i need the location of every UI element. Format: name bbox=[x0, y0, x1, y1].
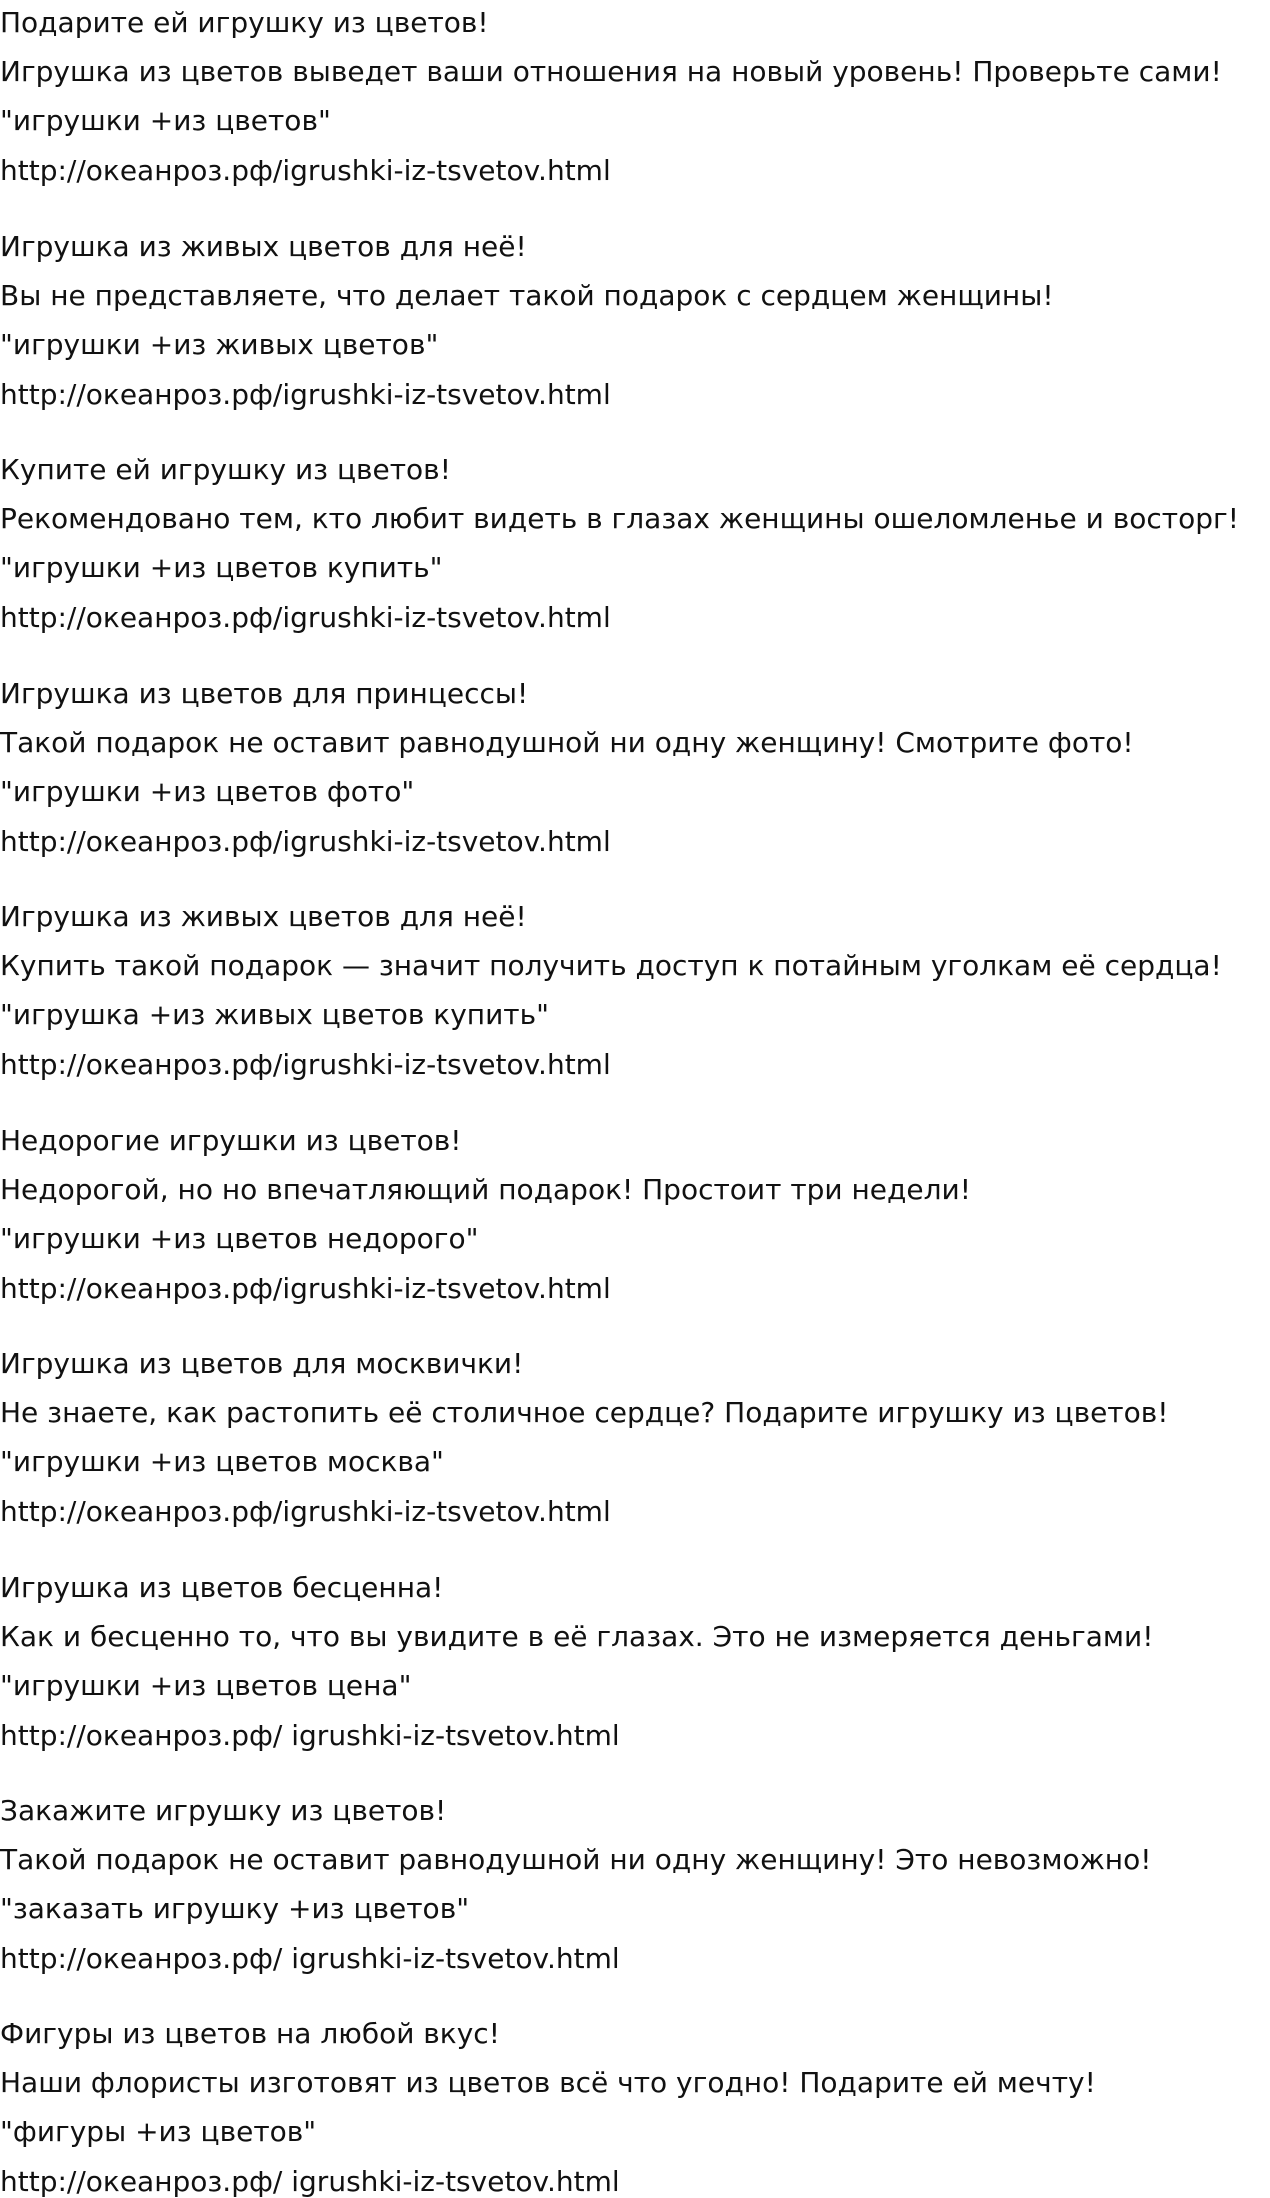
ad-text: Недорогой, но но впечатляющий подарок! Простоит три недели! bbox=[0, 1173, 971, 1206]
ad-url: http://океанроз.рф/ igrushki-iz-tsvetov.html bbox=[0, 1942, 620, 1975]
ad-headline: Игрушка из цветов для москвички! bbox=[0, 1347, 524, 1380]
ad-text: Купить такой подарок — значит получить доступ к потайным уголкам её сердца! bbox=[0, 949, 1222, 982]
ad-headline: Купите ей игрушку из цветов! bbox=[0, 453, 451, 486]
ad-headline: Игрушка из живых цветов для неё! bbox=[0, 900, 527, 933]
ad-headline: Игрушка из цветов бесценна! bbox=[0, 1571, 444, 1604]
ad-keyword: "игрушки +из цветов фото" bbox=[0, 775, 415, 808]
ad-url: http://океанроз.рф/igrushki-iz-tsvetov.html bbox=[0, 378, 611, 411]
ad-headline: Недорогие игрушки из цветов! bbox=[0, 1124, 462, 1157]
ad-url: http://океанроз.рф/ igrushki-iz-tsvetov.html bbox=[0, 1719, 620, 1752]
ad-url: http://океанроз.рф/igrushki-iz-tsvetov.html bbox=[0, 1272, 611, 1305]
ad-keyword: "игрушки +из живых цветов" bbox=[0, 328, 439, 361]
ad-keyword: "игрушки +из цветов москва" bbox=[0, 1445, 444, 1478]
ad-headline: Подарите ей игрушку из цветов! bbox=[0, 6, 489, 39]
ad-keyword: "игрушка +из живых цветов купить" bbox=[0, 998, 549, 1031]
ad-headline: Фигуры из цветов на любой вкус! bbox=[0, 2017, 500, 2050]
ad-keyword: "игрушки +из цветов" bbox=[0, 104, 331, 137]
ad-headline: Игрушка из цветов для принцессы! bbox=[0, 677, 529, 710]
ad-url: http://океанроз.рф/igrushki-iz-tsvetov.html bbox=[0, 1495, 611, 1528]
ad-keyword: "заказать игрушку +из цветов" bbox=[0, 1892, 470, 1925]
ad-text: Такой подарок не оставит равнодушной ни одну женщину! Смотрите фото! bbox=[0, 726, 1134, 759]
ad-keyword: "игрушки +из цветов недорого" bbox=[0, 1222, 479, 1255]
ad-keyword: "фигуры +из цветов" bbox=[0, 2115, 317, 2148]
ad-headline: Закажите игрушку из цветов! bbox=[0, 1794, 447, 1827]
ad-text: Игрушка из цветов выведет ваши отношения на новый уровень! Проверьте сами! bbox=[0, 55, 1222, 88]
ad-headline: Игрушка из живых цветов для неё! bbox=[0, 230, 527, 263]
ad-url: http://океанроз.рф/igrushki-iz-tsvetov.html bbox=[0, 601, 611, 634]
ad-text: Наши флористы изготовят из цветов всё что угодно! Подарите ей мечту! bbox=[0, 2066, 1096, 2099]
ad-text: Такой подарок не оставит равнодушной ни одну женщину! Это невозможно! bbox=[0, 1843, 1152, 1876]
ad-keyword: "игрушки +из цветов купить" bbox=[0, 551, 443, 584]
ad-text: Вы не представляете, что делает такой подарок с сердцем женщины! bbox=[0, 279, 1054, 312]
ad-keyword: "игрушки +из цветов цена" bbox=[0, 1669, 412, 1702]
ad-url: http://океанроз.рф/igrushki-iz-tsvetov.html bbox=[0, 154, 611, 187]
ad-text: Рекомендовано тем, кто любит видеть в глазах женщины ошеломленье и восторг! bbox=[0, 502, 1239, 535]
ad-text: Не знаете, как растопить её столичное сердце? Подарите игрушку из цветов! bbox=[0, 1396, 1169, 1429]
ad-url: http://океанроз.рф/ igrushki-iz-tsvetov.html bbox=[0, 2165, 620, 2198]
ad-url: http://океанроз.рф/igrushki-iz-tsvetov.html bbox=[0, 825, 611, 858]
ad-text: Как и бесценно то, что вы увидите в её глазах. Это не измеряется деньгами! bbox=[0, 1620, 1154, 1653]
ad-url: http://океанроз.рф/igrushki-iz-tsvetov.html bbox=[0, 1048, 611, 1081]
